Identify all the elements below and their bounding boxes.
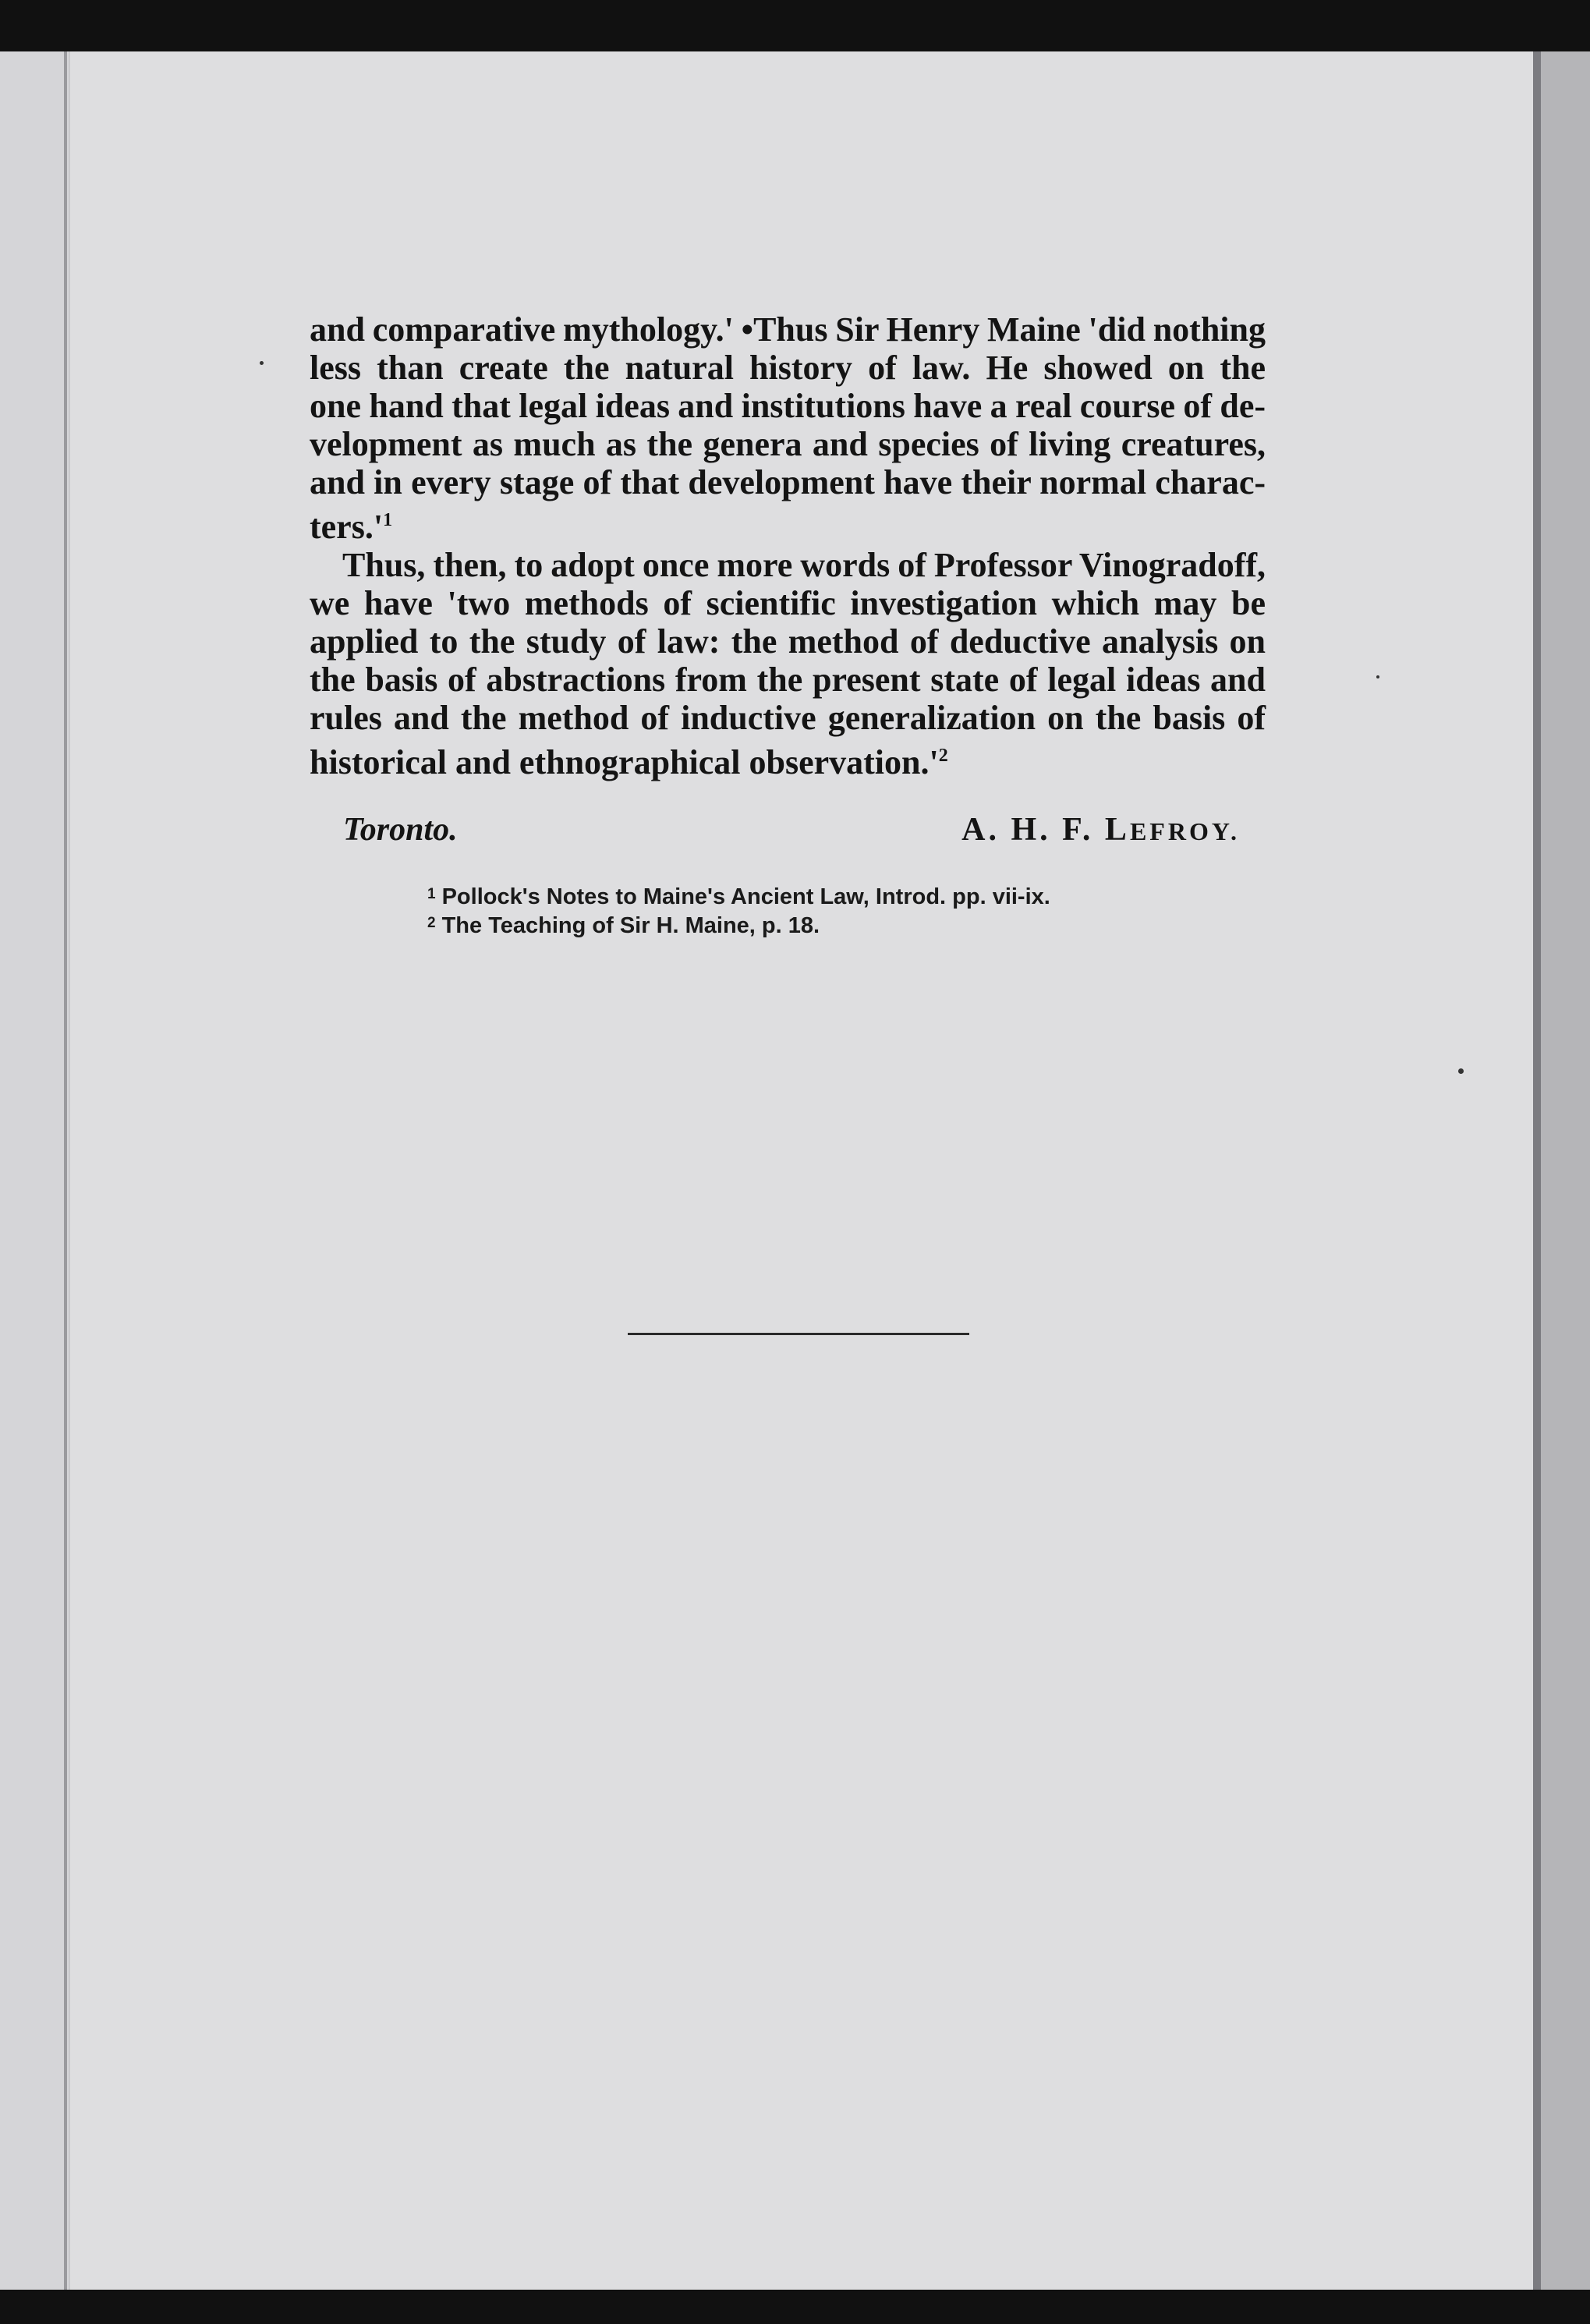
section-end-rule <box>628 1333 969 1335</box>
scan-speck <box>260 361 264 365</box>
footnote-ref: 2 <box>938 746 948 766</box>
paragraph-1 <box>310 310 1266 546</box>
text-line-content: Thus, then, to adopt once more words of Professor Vinogradoff, <box>342 546 1266 584</box>
body-text <box>310 310 1266 781</box>
text-line: less than create the natural history of law. He showed on the <box>310 349 1266 387</box>
text-line: ters.' <box>310 508 384 546</box>
footnote-1 <box>427 881 1176 910</box>
footnote-2 <box>427 910 1176 939</box>
footnote-ref: 1 <box>383 510 393 530</box>
signature-author <box>961 811 1240 848</box>
text-line: applied to the study of law: the method of deductive analysis on <box>310 622 1266 661</box>
left-page-edge <box>0 51 69 2290</box>
text-line: rules and the method of inductive generalization on the basis of <box>310 699 1266 737</box>
footnote-mark: 1 <box>427 886 436 902</box>
text-line <box>310 546 1266 584</box>
right-page-edge <box>1533 51 1590 2290</box>
right-edge-shadow <box>1533 51 1541 2290</box>
author-surname-smallcaps: EFROY. <box>1129 817 1240 845</box>
scan-speck <box>1458 1068 1464 1074</box>
page-fold-line <box>64 51 67 2290</box>
text-line-last <box>310 737 1266 781</box>
footnote-text: Pollock's Notes to Maine's Ancient Law, Introd. pp. vii-ix. <box>441 884 1050 909</box>
footnotes <box>427 881 1176 939</box>
footnote-text: The Teaching of Sir H. Maine, p. 18. <box>441 913 820 938</box>
text-line-last <box>310 501 1266 546</box>
signature-place: Toronto. <box>343 812 458 848</box>
text-line: velopment as much as the genera and species of living creatures, <box>310 425 1266 463</box>
text-line: we have 'two methods of scientific investigation which may be <box>310 584 1266 622</box>
text-line: the basis of abstractions from the present state of legal ideas and <box>310 661 1266 699</box>
scan-speck <box>1376 675 1379 678</box>
text-line: historical and ethnographical observation.' <box>310 743 939 781</box>
footnote-mark: 2 <box>427 915 436 931</box>
text-line: one hand that legal ideas and institutions have a real course of de- <box>310 387 1266 425</box>
text-line: and comparative mythology.' •Thus Sir Henry Maine 'did nothing <box>310 310 1266 349</box>
text-line: and in every stage of that development have their normal charac- <box>310 463 1266 501</box>
author-initials: A. H. F. L <box>961 812 1130 848</box>
paragraph-2 <box>310 546 1266 781</box>
